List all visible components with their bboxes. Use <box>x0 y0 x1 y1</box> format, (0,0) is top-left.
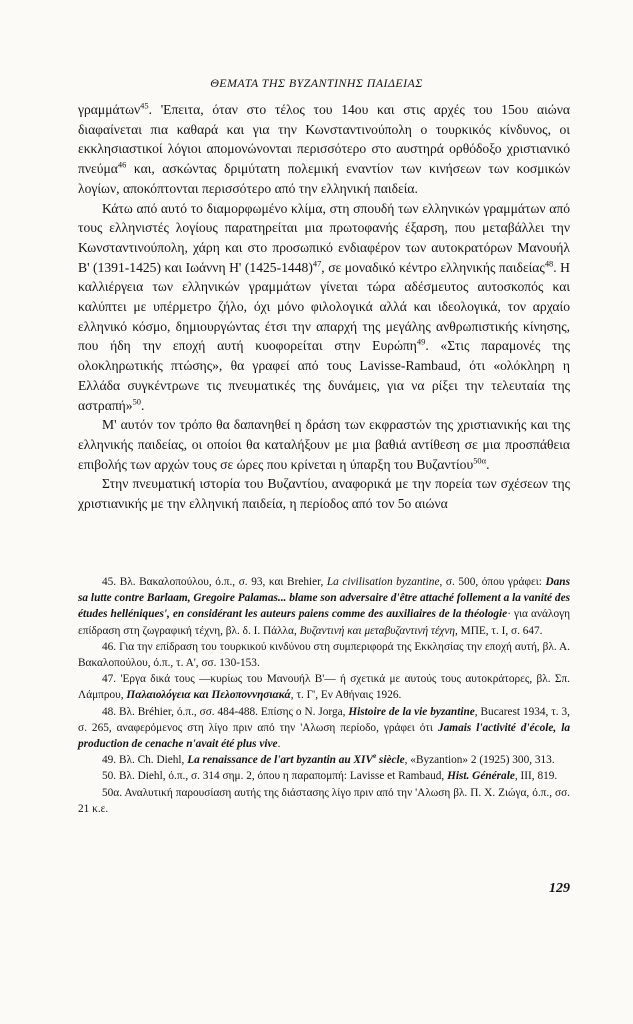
footnote-ref-50[interactable]: 50 <box>132 396 142 407</box>
body-text <box>78 100 570 514</box>
footnote-ref-48[interactable]: 48 <box>544 258 554 269</box>
page-number: 129 <box>549 881 570 896</box>
footnote-ref-50a[interactable]: 50α <box>473 455 487 466</box>
paragraph-4: Στην πνευματική ιστορία του Βυζαντίου, αναφορικά με την πορεία των σχέσεων της χριστιανικής με την ελληνική παιδεία, η περίοδος από τον 5ο αιώνα <box>78 476 570 512</box>
paragraph-2: Κάτω από αυτό το διαμορφωμένο κλίμα, στη σπουδή των ελληνικών γραμμάτων από τους ελληνιστές λογίους παρατηρείται μια πρωτοφανής έξαρση, που μεταβάλλει την Κωνσταντινούπολη, χάρη και στο προσωπικό ενδιαφέρον των αυτοκρατόρων Μανουήλ Β' (1391-1425) και Ιωάννη Η' (1425-1448)$^{47}$, σε μοναδικό κέντρο ελληνικής παιδείας$^{48}$. Η καλλιέργεια των ελληνικών γραμμάτων γίνεται τώρα αδέσμευτος αυτοσκοπός και καλύπτει με υπέρμετρο ζήλο, όχι μόνο φιλολογικά αλλά και ιδεολογικά, τον αρχαίο ελληνικό κόσμο, δημιουργώντας έτσι την απαρχή της μεγάλης ανθρωπιστικής κίνησης, που ήδη την εποχή αυτή κυοφορείται στην Ευρώπη$^{49}$. «Στις παραμονές της ολοκληρωτικής πτώσης», θα γραφεί από τους Lavisse-Rambaud, ότι «ολόκληρη η Ελλάδα συγκέντρωνε τις πνευματικές της δυνάμεις, για να ρίξει την τελευταία της αστραπή»$^{50}$. <box>78 200 570 413</box>
footnote-50: 50. Βλ. Diehl, ό.π., σ. 314 σημ. 2, όπου η παραπομπή: Lavisse et Rambaud, Hist. Générale, III, 819. <box>102 770 558 783</box>
footnote-ref-49[interactable]: 49 <box>416 336 426 347</box>
footnote-46: 46. Για την επίδραση του τουρκικού κινδύνου στη συμπεριφορά της Εκκλησίας την εποχή αυτή, βλ. Α. Βακαλοπούλου, ό.π., τ. Α', σσ. 130-153. <box>78 640 570 670</box>
footnote-48: 48. Βλ. Bréhier, ό.π., σσ. 484-488. Επίσης ο N. Jorga, Histoire de la vie byzantine, Bucarest 1934, τ. 3, σ. 265, αναφερόμενος στη λίγο πριν από την 'Αλωση περίοδο, γράφει ότι Jamais l'activité d'école, la production de cenache n'avait été plus vive. <box>78 705 571 751</box>
running-title: ΘΕΜΑΤΑ ΤΗΣ ΒΥΖΑΝΤΙΝΗΣ ΠΑΙΔΕΙΑΣ <box>210 76 423 90</box>
footnote-45: 45. Βλ. Βακαλοπούλου, ό.π., σ. 93, και Brehier, La civilisation byzantine, σ. 500, όπου γράφει: Dans sa lutte contre Barlaam, Gregoire Palamas... blame son adversaire d'être attaché follement a la vanité des études helléniques', en considérant les auteurs paiens comme des auxiliaires de la théologie· για ανάλογη επίδραση στη ζωγραφική τέχνη, βλ. δ. Ι. Πάλλα, Βυζαντινή και μεταβυζαντινή τέχνη, ΜΠΕ, τ. Ι, σ. 647. <box>78 576 570 637</box>
paragraph-1: γραμμάτων$^{45}$. 'Επειτα, όταν στο τέλος του 14ου και στις αρχές του 15ου αιώνα διαφαίνεται πια καθαρά και για την Κωνσταντινούπολη ο τουρκικός κίνδυνος, οι εκκλησιαστικοί λόγιοι απομονώνονται περισσότερο στο αυστηρά ορθόδοξο χριστιανικό πνεύμα$^{46}$ και, ασκώντας δριμύτατη πολεμική εναντίον των κινήσεων των κοσμικών λογίων, αποκόπτονται περισσότερο από την ελληνική παιδεία. <box>78 100 570 196</box>
footnote-ref-45[interactable]: 45 <box>140 100 149 111</box>
footnote-ref-47[interactable]: 47 <box>312 258 322 269</box>
footnote-50a: 50α. Αναλυτική παρουσίαση αυτής της διάστασης λίγο πριν από την 'Αλωση βλ. Π. Χ. Ζιώγα, ό.π., σσ. 21 κ.ε. <box>78 786 570 815</box>
footnote-49: 49. Βλ. Ch. Diehl, La renaissance de l'art byzantin au XIVe siècle, «Byzantion» 2 (1925) 300, 313. <box>102 752 555 767</box>
footnote-47: 47. 'Εργα δικά τους —κυρίως του Μανουήλ Β'— ή σχετικά με αυτούς τους αυτοκράτορες, βλ. Σπ. Λάμπρου, Παλαιολόγεια και Πελοποννησιακά, τ. Γ', Εν Αθήναις 1926. <box>78 673 570 702</box>
footnote-ref-46[interactable]: 46 <box>117 159 127 170</box>
paragraph-3: Μ' αυτόν τον τρόπο θα δαπανηθεί η δράση των εκφραστών της χριστιανικής και της ελληνικής παιδείας, οι οποίοι θα καταλήξουν με μια βαθιά αντίθεση σε μια προσπάθεια επιβολής των αρχών τους σε ώρες που κρίνεται η ύπαρξη του Βυζαντίου$^{50\alpha}$. <box>78 417 570 472</box>
footnotes <box>78 574 570 817</box>
